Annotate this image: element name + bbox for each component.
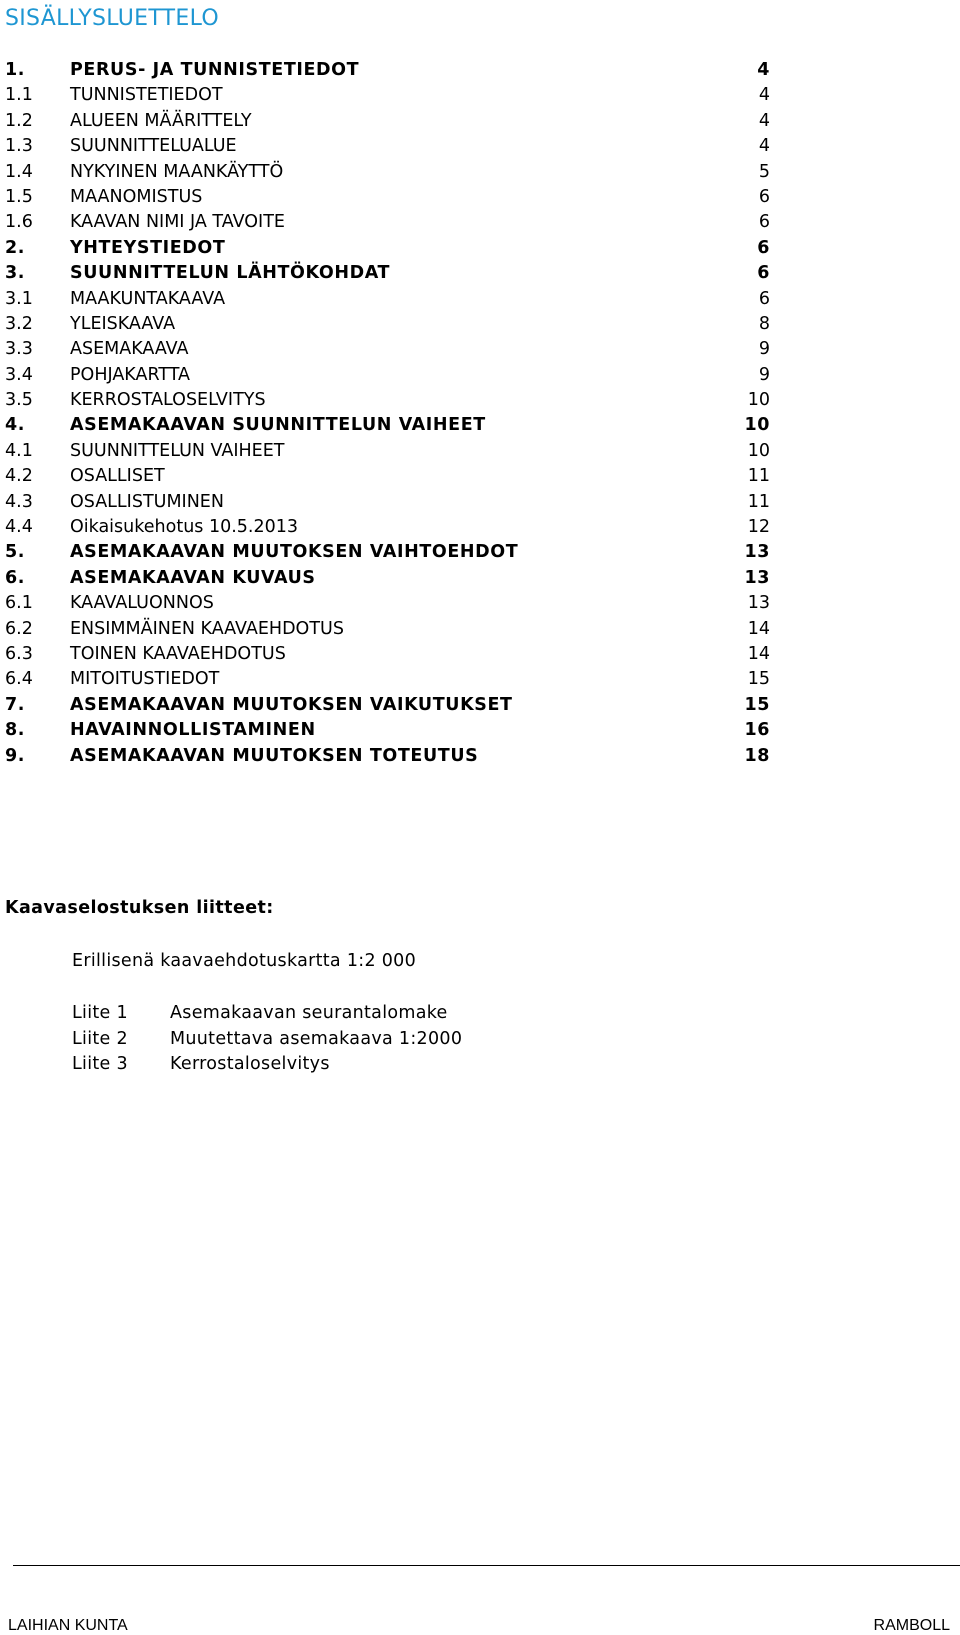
toc-label: ENSIMMÄINEN KAAVAEHDOTUS — [70, 618, 344, 639]
table-of-contents — [5, 58, 770, 769]
toc-page-number: 6 — [758, 288, 770, 309]
toc-page-number: 11 — [747, 466, 770, 487]
toc-number: 6.1 — [5, 593, 33, 614]
toc-page-number: 6 — [758, 186, 770, 207]
toc-label: MAANOMISTUS — [70, 186, 203, 207]
toc-number: 4.4 — [5, 517, 33, 538]
toc-page-number: 6 — [757, 263, 770, 284]
toc-chapter[interactable] — [5, 744, 770, 769]
attachment-name: Muutettava asemakaava 1:2000 — [170, 1028, 463, 1049]
toc-number: 4. — [5, 415, 26, 436]
toc-section[interactable] — [5, 667, 770, 692]
toc-section[interactable] — [5, 337, 770, 362]
toc-chapter[interactable] — [5, 236, 770, 261]
toc-number: 6.4 — [5, 669, 33, 690]
toc-page-number: 4 — [757, 60, 770, 80]
toc-label: KERROSTALOSELVITYS — [70, 390, 266, 411]
toc-number: 1. — [5, 60, 26, 80]
toc-page-number: 11 — [747, 491, 770, 512]
toc-section[interactable] — [5, 160, 770, 185]
toc-number: 2. — [5, 237, 26, 258]
toc-number: 1.6 — [5, 212, 33, 233]
toc-number: 9. — [5, 745, 26, 766]
toc-page-number: 15 — [747, 669, 770, 690]
attachment-id: Liite 3 — [72, 1054, 128, 1075]
toc-section[interactable] — [5, 210, 770, 235]
toc-page-number: 12 — [747, 517, 770, 538]
attachment-name: Kerrostaloselvitys — [170, 1054, 330, 1075]
toc-page-number: 4 — [758, 85, 770, 106]
toc-section[interactable] — [5, 287, 770, 312]
toc-number: 3. — [5, 263, 26, 284]
toc-section[interactable] — [5, 439, 770, 464]
toc-label: YLEISKAAVA — [70, 313, 176, 334]
toc-chapter[interactable] — [5, 413, 770, 438]
toc-label: KAAVAN NIMI JA TAVOITE — [70, 212, 285, 233]
toc-page-number: 9 — [758, 339, 770, 360]
toc-page-number: 10 — [744, 415, 770, 436]
toc-label: ASEMAKAAVAN MUUTOKSEN VAIKUTUKSET — [70, 694, 513, 715]
toc-page-number: 15 — [744, 694, 770, 715]
toc-number: 4.3 — [5, 491, 33, 512]
toc-page-number: 5 — [758, 161, 770, 182]
toc-page-number: 14 — [747, 643, 770, 664]
toc-number: 6.3 — [5, 643, 33, 664]
toc-number: 1.1 — [5, 85, 33, 106]
toc-section[interactable] — [5, 591, 770, 616]
toc-page-number: 10 — [747, 440, 770, 461]
toc-label: YHTEYSTIEDOT — [70, 237, 226, 258]
attachments-heading: Kaavaselostuksen liitteet: — [5, 898, 274, 918]
toc-number: 7. — [5, 694, 26, 715]
toc-label: OSALLISTUMINEN — [70, 491, 224, 512]
toc-number: 3.3 — [5, 339, 33, 360]
toc-page-number: 14 — [747, 618, 770, 639]
toc-label: ASEMAKAAVAN MUUTOKSEN VAIHTOEHDOT — [70, 542, 519, 563]
toc-chapter[interactable] — [5, 693, 770, 718]
toc-page-number: 16 — [744, 720, 770, 741]
toc-page-number: 6 — [758, 212, 770, 233]
toc-page-number: 13 — [744, 542, 770, 563]
toc-number: 6. — [5, 567, 26, 588]
toc-section[interactable] — [5, 363, 770, 388]
toc-section[interactable] — [5, 83, 770, 108]
toc-chapter[interactable] — [5, 566, 770, 591]
toc-label: HAVAINNOLLISTAMINEN — [70, 720, 316, 741]
toc-section[interactable] — [5, 134, 770, 159]
footer-company: RAMBOLL — [873, 1617, 950, 1634]
toc-section[interactable] — [5, 617, 770, 642]
footer-divider — [13, 1565, 960, 1566]
toc-number: 3.2 — [5, 313, 33, 334]
toc-section[interactable] — [5, 642, 770, 667]
toc-page-number: 18 — [744, 745, 770, 766]
toc-label: PERUS- JA TUNNISTETIEDOT — [70, 60, 360, 80]
toc-label: ALUEEN MÄÄRITTELY — [70, 110, 252, 131]
toc-section[interactable] — [5, 312, 770, 337]
toc-chapter[interactable] — [5, 540, 770, 565]
toc-number: 6.2 — [5, 618, 33, 639]
toc-label: MITOITUSTIEDOT — [70, 669, 220, 690]
toc-chapter[interactable] — [5, 718, 770, 743]
toc-label: SUUNNITTELUN LÄHTÖKOHDAT — [70, 263, 391, 284]
toc-section[interactable] — [5, 515, 770, 540]
toc-page-number: 4 — [758, 110, 770, 131]
toc-number: 1.4 — [5, 161, 33, 182]
toc-section[interactable] — [5, 490, 770, 515]
toc-label: SUUNNITTELUN VAIHEET — [70, 440, 285, 461]
toc-label: POHJAKARTTA — [70, 364, 191, 385]
page-title: SISÄLLYSLUETTELO — [5, 6, 220, 31]
toc-number: 4.2 — [5, 466, 33, 487]
toc-page-number: 9 — [758, 364, 770, 385]
toc-label: NYKYINEN MAANKÄYTTÖ — [70, 161, 284, 182]
toc-chapter[interactable] — [5, 261, 770, 286]
toc-number: 1.2 — [5, 110, 33, 131]
toc-number: 3.4 — [5, 364, 33, 385]
toc-label: SUUNNITTELUALUE — [70, 136, 237, 157]
toc-label: ASEMAKAAVAN KUVAUS — [70, 567, 316, 588]
toc-section[interactable] — [5, 185, 770, 210]
toc-chapter[interactable] — [5, 58, 770, 83]
attachment-name: Asemakaavan seurantalomake — [170, 1003, 448, 1023]
attachment-id: Liite 1 — [72, 1003, 128, 1023]
toc-label: ASEMAKAAVA — [70, 339, 189, 360]
toc-number: 3.1 — [5, 288, 33, 309]
toc-label: Oikaisukehotus 10.5.2013 — [70, 517, 299, 538]
toc-number: 8. — [5, 720, 26, 741]
toc-section[interactable] — [5, 109, 770, 134]
toc-number: 1.5 — [5, 186, 33, 207]
toc-label: KAAVALUONNOS — [70, 593, 214, 614]
toc-page-number: 6 — [757, 237, 770, 258]
toc-page-number: 13 — [747, 593, 770, 614]
attachment-id: Liite 2 — [72, 1028, 128, 1049]
toc-label: MAAKUNTAKAAVA — [70, 288, 226, 309]
toc-page-number: 10 — [747, 390, 770, 411]
toc-label: TOINEN KAAVAEHDOTUS — [70, 643, 286, 664]
toc-section[interactable] — [5, 464, 770, 489]
toc-section[interactable] — [5, 388, 770, 413]
toc-page-number: 13 — [744, 567, 770, 588]
toc-label: TUNNISTETIEDOT — [70, 85, 223, 106]
footer-municipality: LAIHIAN KUNTA — [8, 1617, 128, 1634]
toc-number: 5. — [5, 542, 26, 563]
toc-page-number: 8 — [758, 313, 770, 334]
toc-label: ASEMAKAAVAN MUUTOKSEN TOTEUTUS — [70, 745, 479, 766]
toc-page-number: 4 — [758, 136, 770, 157]
toc-number: 3.5 — [5, 390, 33, 411]
toc-number: 1.3 — [5, 136, 33, 157]
toc-label: OSALLISET — [70, 466, 165, 487]
separate-map-note: Erillisenä kaavaehdotuskartta 1:2 000 — [72, 951, 417, 971]
toc-number: 4.1 — [5, 440, 33, 461]
toc-label: ASEMAKAAVAN SUUNNITTELUN VAIHEET — [70, 415, 486, 436]
